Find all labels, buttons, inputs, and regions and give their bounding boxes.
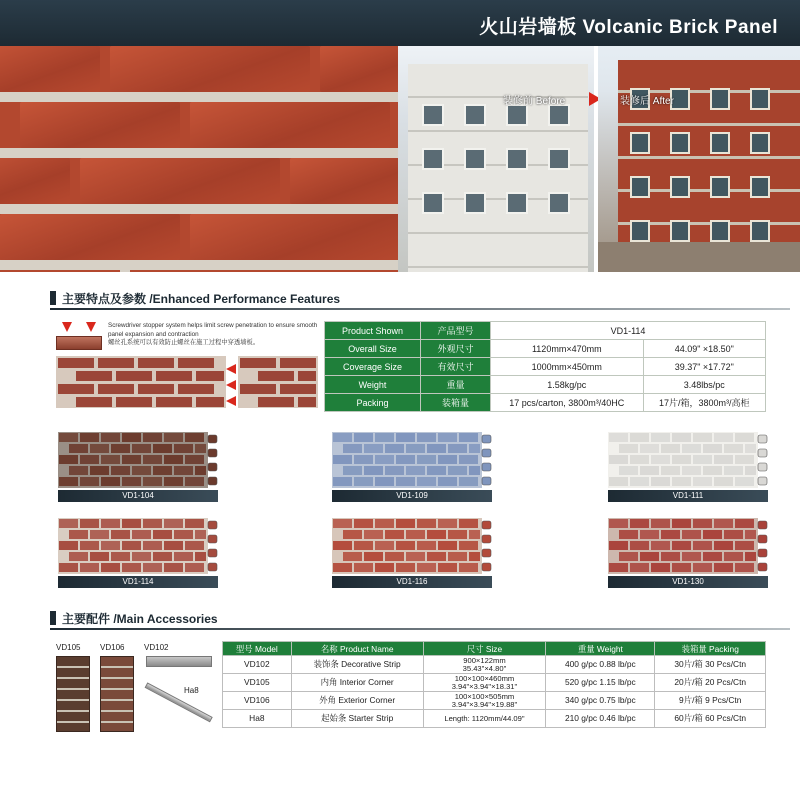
- starter-strip-image: [145, 682, 213, 722]
- vd102-label: VD102: [144, 643, 169, 652]
- spec-value-imperial: 17片/箱，3800m³/高柜: [643, 394, 765, 412]
- panel-model-tag: VD1-104: [58, 490, 218, 502]
- vd106-label: VD106: [100, 643, 125, 652]
- arrow-left-icon: [226, 396, 236, 406]
- accessories-column-header: 型号 Model: [223, 642, 292, 656]
- accessory-size-metric: 100×100×460mm: [454, 673, 515, 683]
- table-row: [223, 692, 766, 710]
- after-label: 装修后 After: [620, 96, 674, 107]
- spec-value-imperial: 39.37" ×17.72": [643, 358, 765, 376]
- accessory-size: [423, 674, 546, 692]
- brick-panel-image: [58, 432, 218, 488]
- spec-label: Coverage Size: [325, 358, 421, 376]
- spec-label-cn: 装箱量: [421, 394, 491, 412]
- before-label: 装修前 Before: [503, 96, 566, 107]
- spec-label: Overall Size: [325, 340, 421, 358]
- spec-label: Product Shown: [325, 322, 421, 340]
- accessory-size: [423, 710, 546, 728]
- accessory-model: VD102: [223, 656, 292, 674]
- spec-label-cn: 外观尺寸: [421, 340, 491, 358]
- table-row: [223, 656, 766, 674]
- feature-note: [108, 322, 320, 348]
- spec-value-metric: 1120mm×470mm: [491, 340, 644, 358]
- features-section-header: [50, 289, 790, 309]
- brick-panel-image: [332, 518, 492, 574]
- accessory-packing: 20片/箱 20 Pcs/Ctn: [655, 674, 766, 692]
- accessory-size-metric: 900×122mm: [463, 655, 506, 665]
- accessory-name: 装饰条 Decorative Strip: [291, 656, 423, 674]
- accessory-weight: 340 g/pc 0.75 lb/pc: [546, 692, 655, 710]
- joint-panel-left: [56, 356, 226, 408]
- exterior-corner-image: [100, 656, 134, 732]
- spec-row: [325, 340, 766, 358]
- renovated-building: [618, 60, 800, 256]
- interior-corner-image: [56, 656, 90, 732]
- spec-label-cn: 有效尺寸: [421, 358, 491, 376]
- accessory-size: [423, 656, 546, 674]
- accessory-weight: 210 g/pc 0.46 lb/pc: [546, 710, 655, 728]
- panel-model-tag: VD1-116: [332, 576, 492, 588]
- spec-label-cn: 重量: [421, 376, 491, 394]
- panel-model-tag: VD1-130: [608, 576, 768, 588]
- spec-table: [324, 321, 766, 412]
- features-section-title: 主要特点及参数 /Enhanced Performance Features: [62, 292, 341, 306]
- accessories-column-header: 重量 Weight: [546, 642, 655, 656]
- table-row: [223, 710, 766, 728]
- decorative-strip-image: [146, 656, 212, 667]
- feature-note-cn: 螺丝孔系统可以有效防止螺丝在施工过程中穿透墙板。: [108, 339, 260, 346]
- panel-model-tag: VD1-109: [332, 490, 492, 502]
- spec-value-metric: 17 pcs/carton, 3800m³/40HC: [491, 394, 644, 412]
- spec-label: Packing: [325, 394, 421, 412]
- accessory-size-imperial: 3.94"×3.94"×18.31": [451, 681, 518, 691]
- accessories-column-header: 装箱量 Packing: [655, 642, 766, 656]
- header-banner: [0, 0, 800, 46]
- joint-panel-right: [238, 356, 318, 408]
- vd105-label: VD105: [56, 643, 81, 652]
- brick-panel-image: [608, 518, 768, 574]
- accessory-model: VD105: [223, 674, 292, 692]
- accessories-section-title: 主要配件 /Main Accessories: [62, 612, 218, 626]
- spec-value-metric: 1000mm×450mm: [491, 358, 644, 376]
- spec-label-cn: 产品型号: [421, 322, 491, 340]
- spec-row: [325, 358, 766, 376]
- accessories-table: [222, 641, 766, 728]
- spec-row: [325, 376, 766, 394]
- accessories-column-header: 尺寸 Size: [423, 642, 546, 656]
- accessories-column-header: 名称 Product Name: [291, 642, 423, 656]
- spec-value-imperial: 44.09" ×18.50": [643, 340, 765, 358]
- accessory-name: 起始条 Starter Strip: [291, 710, 423, 728]
- accessory-size-metric: 100×100×505mm: [454, 691, 515, 701]
- after-photo: [598, 46, 800, 272]
- accessory-size: [423, 692, 546, 710]
- panel-model-tag: VD1-111: [608, 490, 768, 502]
- accessory-weight: 520 g/pc 1.15 lb/pc: [546, 674, 655, 692]
- arrow-down-icon: [86, 322, 96, 332]
- accessory-model: VD106: [223, 692, 292, 710]
- brick-panel-image: [58, 518, 218, 574]
- accessory-size-metric: Length: 1120mm/44.09": [444, 713, 525, 723]
- table-row: [223, 674, 766, 692]
- accessory-packing: 9片/箱 9 Pcs/Ctn: [655, 692, 766, 710]
- accessory-packing: 60片/箱 60 Pcs/Ctn: [655, 710, 766, 728]
- accessory-weight: 400 g/pc 0.88 lb/pc: [546, 656, 655, 674]
- feature-note-en: Screwdriver stopper system helps limit screw penetration to ensure smooth panel expansion and contraction: [108, 322, 318, 338]
- brick-panel-image: [608, 432, 768, 488]
- spec-row: [325, 394, 766, 412]
- spec-row: [325, 322, 766, 340]
- arrow-down-icon: [62, 322, 72, 332]
- page-title: 火山岩墙板 Volcanic Brick Panel: [479, 17, 778, 38]
- screw-hole-detail: [56, 336, 102, 350]
- arrow-left-icon: [226, 364, 236, 374]
- panel-model-tag: VD1-114: [58, 576, 218, 588]
- spec-value-metric: 1.58kg/pc: [491, 376, 644, 394]
- spec-value: VD1-114: [491, 322, 766, 340]
- arrow-left-icon: [226, 380, 236, 390]
- spec-label: Weight: [325, 376, 421, 394]
- brick-closeup-photo: [0, 46, 398, 272]
- accessory-model: Ha8: [223, 710, 292, 728]
- ha8-label: Ha8: [184, 686, 199, 695]
- accessory-packing: 30片/箱 30 Pcs/Ctn: [655, 656, 766, 674]
- accessory-size-imperial: 35.43"×4.80": [462, 663, 507, 673]
- accessory-size-imperial: 3.94"×3.94"×19.88": [451, 699, 518, 709]
- before-photo: [398, 46, 594, 272]
- brick-panel-image: [332, 432, 492, 488]
- accessory-name: 外角 Exterior Corner: [291, 692, 423, 710]
- accessory-name: 内角 Interior Corner: [291, 674, 423, 692]
- accessories-section-header: [50, 609, 790, 629]
- spec-value-imperial: 3.48lbs/pc: [643, 376, 765, 394]
